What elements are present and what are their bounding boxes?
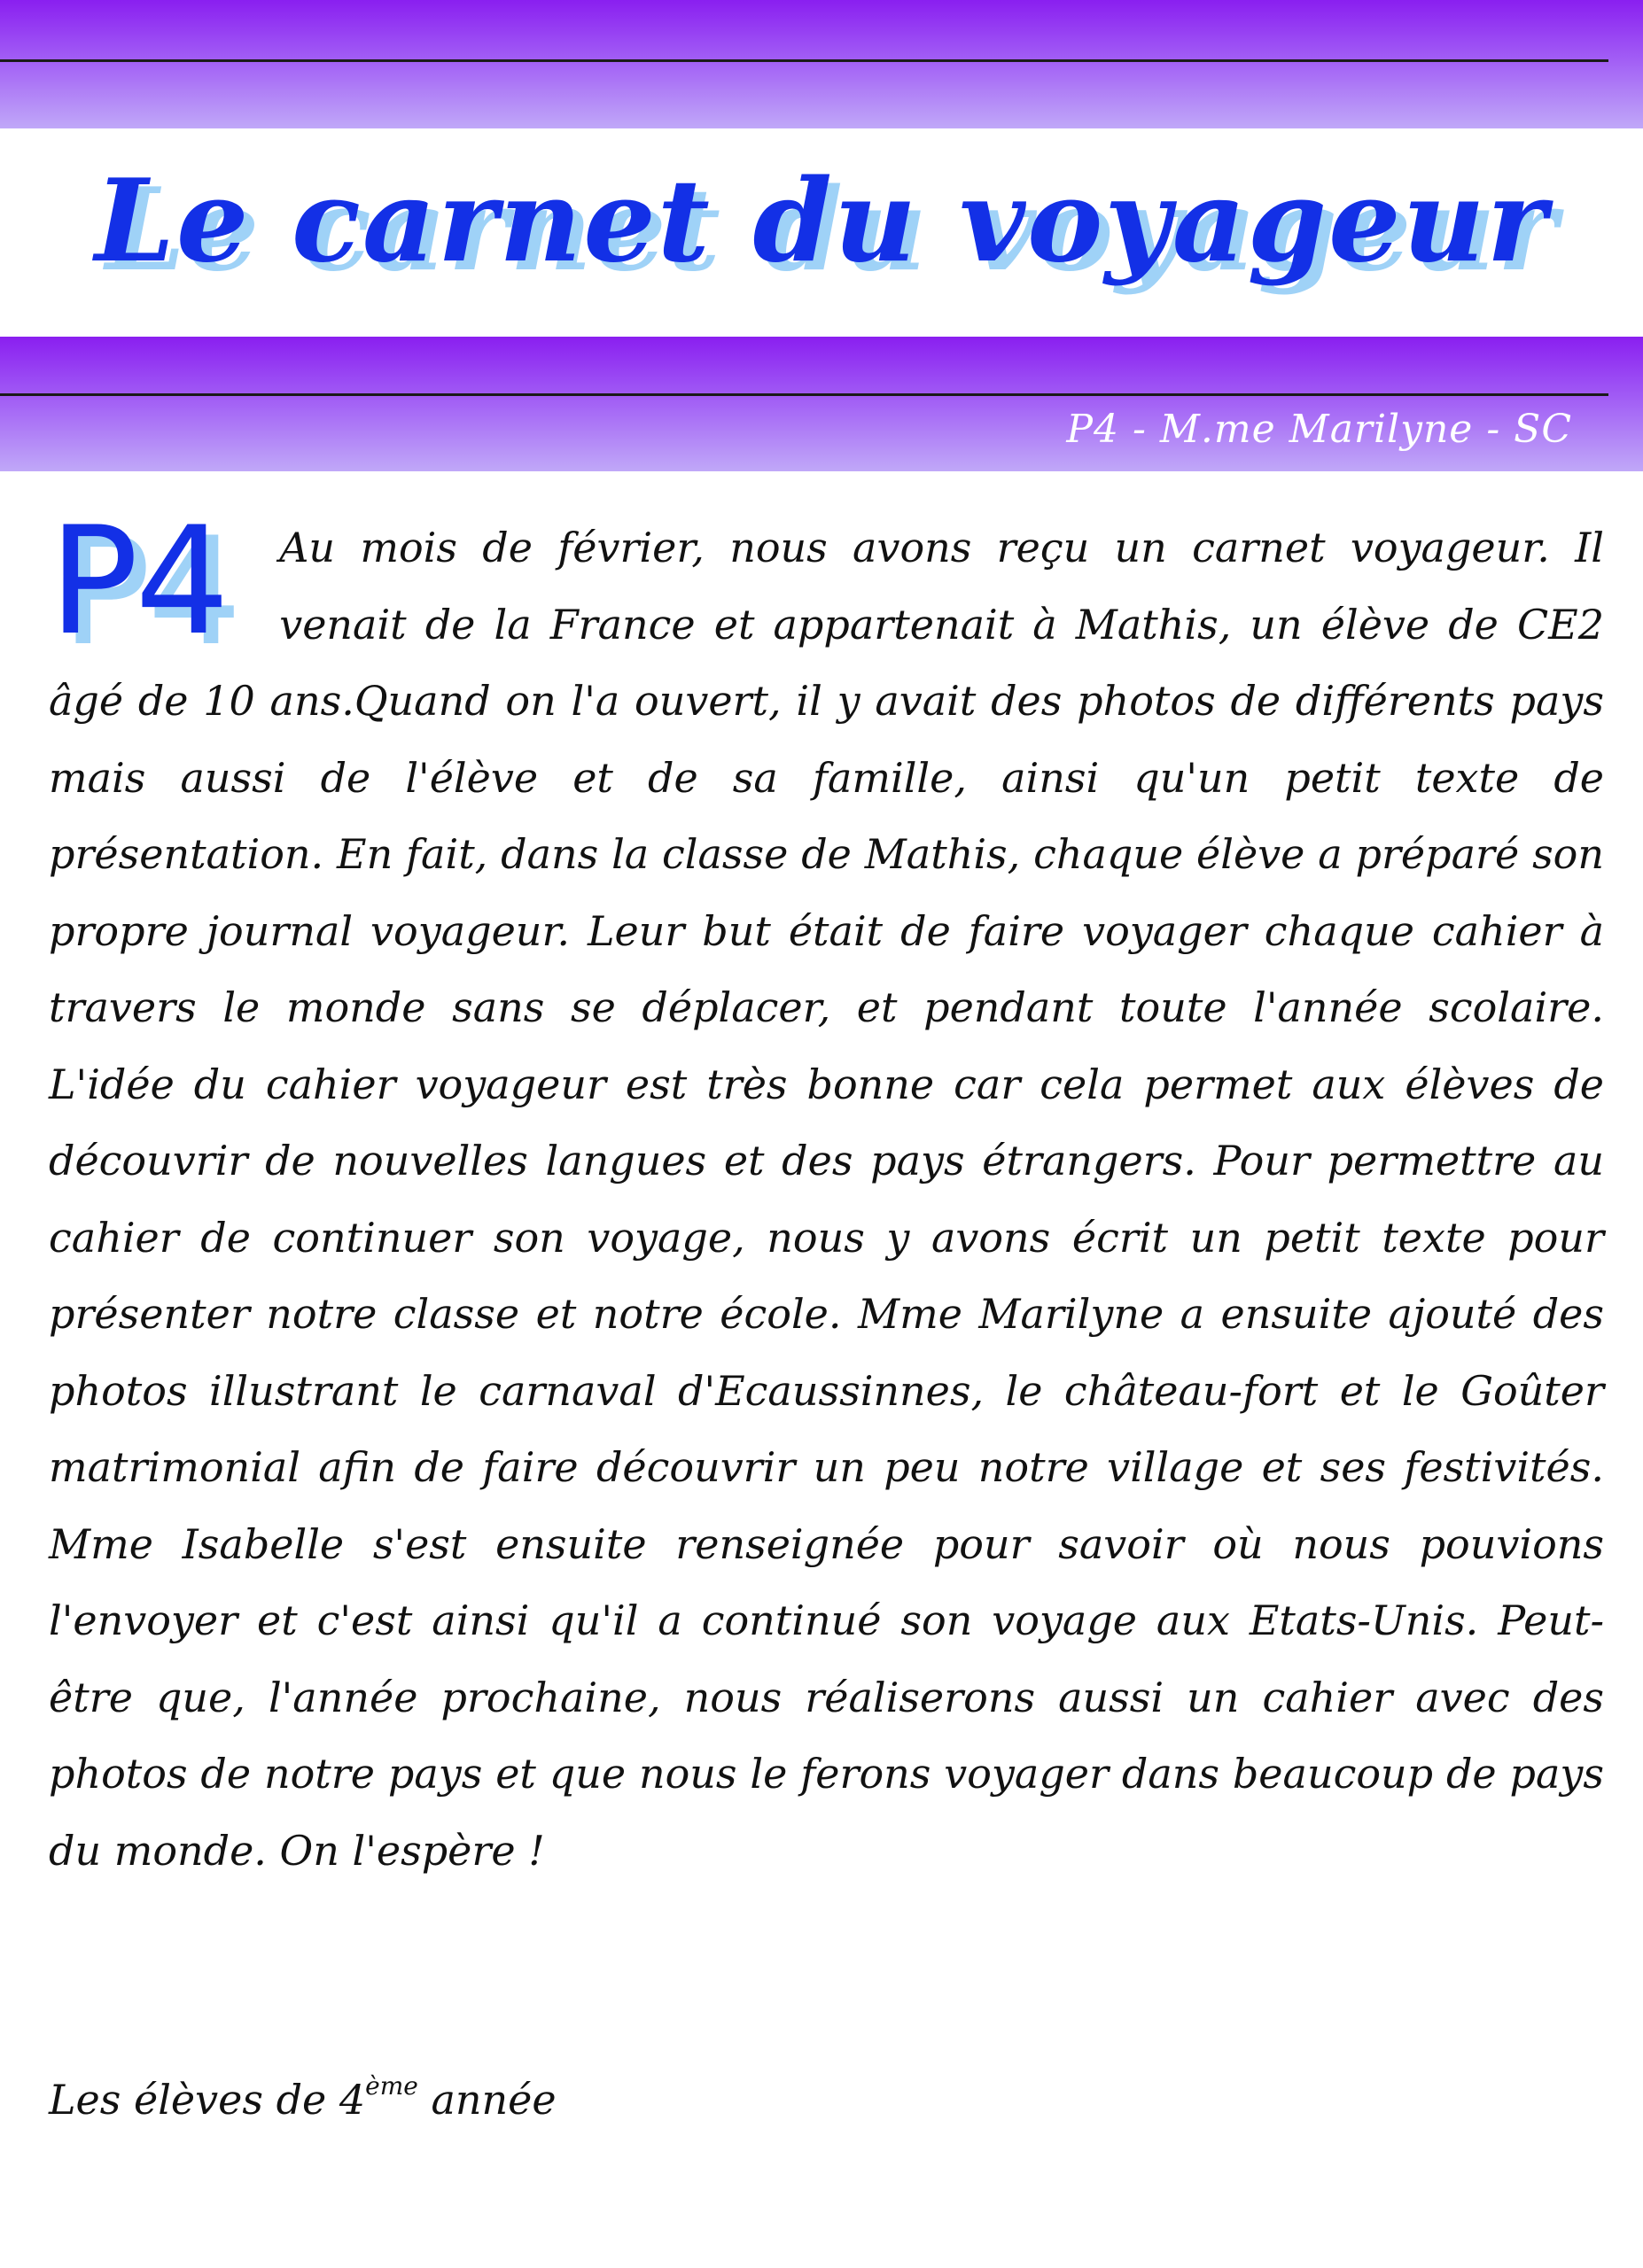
signature-suffix: année [417, 2076, 557, 2124]
header-band-top [0, 0, 1643, 128]
dropcap: P4 [49, 494, 227, 668]
signature-superscript: ème [365, 2071, 418, 2101]
class-tag: P4 - M.me Marilyne - SC [1066, 407, 1572, 452]
article-body: Au mois de février, nous avons reçu un carnet voyageur. Il venait de la France et appartenait à Mathis, un élève de CE2 âgé de 10 ans.Quand on l'a ouvert, il y avait des photos de différents pays mais aussi de l'élève et de sa famille, ainsi qu'un petit texte de présentation. En fait, dans la classe de Mathis, chaque élève a préparé son propre journal voyageur. Leur but était de faire voyager chaque cahier à travers le monde sans se déplacer, et pendant toute l'année scolaire. L'idée du cahier voyageur est très bonne car cela permet aux élèves de découvrir de nouvelles langues et des pays étrangers. Pour permettre au cahier de continuer son voyage, nous y avons écrit un petit texte pour présenter notre classe et notre école. Mme Marilyne a ensuite ajouté des photos illustrant le carnaval d'Ecaussinnes, le château-fort et le Goûter matrimonial afin de faire découvrir un peu notre village et ses festivités. Mme Isabelle s'est ensuite renseignée pour savoir où nous pouvions l'envoyer et c'est ainsi qu'il a continué son voyage aux Etats-Unis. Peut-être que, l'année prochaine, nous réaliserons aussi un cahier avec des photos de notre pays et que nous le ferons voyager dans beaucoup de pays du monde. On l'espère ! [49, 524, 1604, 1875]
title-area [0, 133, 1643, 332]
page-title: Le carnet du voyageur [94, 155, 1549, 288]
header-rule-bottom [0, 393, 1608, 396]
header-rule-top [0, 59, 1608, 62]
signature-prefix: Les élèves de 4 [49, 2076, 366, 2124]
signature [49, 2064, 557, 2135]
article [49, 494, 1604, 1889]
